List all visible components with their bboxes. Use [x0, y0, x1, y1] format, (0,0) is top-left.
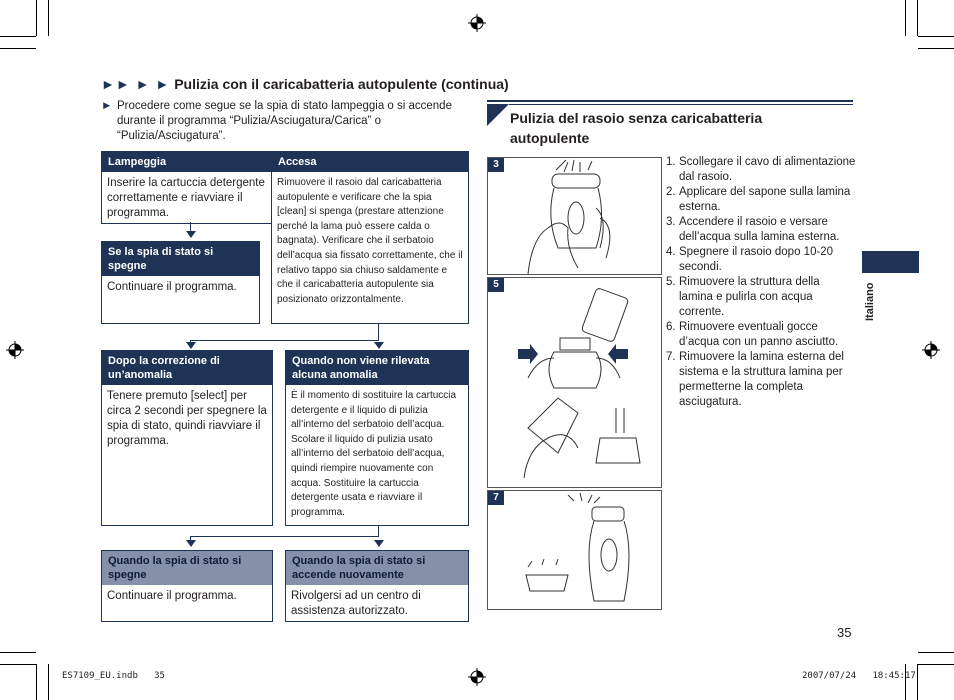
- flow-connector: [378, 323, 379, 341]
- box-riaccende-title: Quando la spia di stato si accende nuovamente: [286, 551, 468, 585]
- flow-arrow-icon: [186, 342, 196, 349]
- box-accesa-body: Rimuovere il rasoio dal caricabatteria autopulente e verificare che la spia [clean] si spenga (prestare attenzione perché la lama può essere calda o bagnata). Verificare che il serbatoio dell’acqua sia fissato correttamente, che il relativo tappo sia chiuso saldamente e che il caricabatteria autopulente sia posizionato orizzontalmente.: [277, 177, 463, 305]
- crop-mark: [48, 0, 49, 36]
- box-non-rilevata-title: Quando non viene rilevata alcuna anomalia: [286, 351, 468, 385]
- figure-number: 7: [488, 491, 504, 505]
- list-item: [666, 185, 856, 215]
- list-item: [666, 155, 856, 185]
- box-riaccende: [285, 550, 469, 622]
- box-spegne-1-body: Continuare il programma.: [107, 281, 237, 293]
- crop-mark: [918, 652, 954, 653]
- section-title: Pulizia del rasoio senza caricabatteria autopulente: [510, 110, 763, 146]
- step-number: 3.: [666, 216, 676, 228]
- box-riaccende-body: Rivolgersi ad un centro di assistenza autorizzato.: [291, 590, 421, 617]
- section-rule: [509, 104, 853, 105]
- steps-list: [666, 155, 856, 410]
- registration-mark-icon: [468, 14, 486, 32]
- shaver-water-illustration-icon: [488, 158, 661, 274]
- language-tab: [862, 251, 919, 273]
- box-lampeggia: [101, 151, 273, 224]
- box-spegne-2: [101, 550, 273, 622]
- language-label-text: Italiano: [864, 282, 876, 321]
- registration-mark-icon: [6, 341, 24, 359]
- crop-mark: [918, 664, 954, 665]
- shaver-disassembly-illustration-icon: [488, 278, 661, 487]
- figure-number: 3: [488, 158, 504, 172]
- intro-text: Procedere come segue se la spia di stato lampeggia o si accende durante il programma “Pulizia/Asciugatura/Carica” o “Pulizia/Asciugatura”.: [117, 100, 452, 142]
- crop-mark: [918, 36, 954, 37]
- step-number: 2.: [666, 186, 676, 198]
- intro-paragraph: [101, 99, 461, 144]
- registration-mark-icon: [922, 341, 940, 359]
- registration-mark-icon: [468, 668, 486, 686]
- language-label: [860, 275, 880, 325]
- list-item: [666, 350, 856, 410]
- step-number: 5.: [666, 276, 676, 288]
- box-accesa: [271, 151, 469, 324]
- crop-mark: [917, 0, 918, 36]
- step-text: Applicare del sapone sulla lamina esterna.: [679, 186, 851, 213]
- box-lampeggia-body: Inserire la cartuccia detergente correttamente e riavviare il programma.: [107, 177, 265, 219]
- box-accesa-title: Accesa: [272, 152, 468, 172]
- crop-mark: [917, 664, 918, 700]
- step-number: 6.: [666, 321, 676, 333]
- bullet-arrow-icon: ►: [101, 100, 113, 112]
- flow-arrow-icon: [186, 231, 196, 238]
- footer-timestamp: 2007/07/24 18:45:17: [802, 671, 916, 681]
- crop-mark: [0, 36, 36, 37]
- step-number: 7.: [666, 351, 676, 363]
- figure-number: 5: [488, 278, 504, 292]
- box-spegne-2-body: Continuare il programma.: [107, 590, 237, 602]
- box-anomalia-title: Dopo la correzione di un’anomalia: [102, 351, 272, 385]
- section-corner-icon: [487, 104, 509, 126]
- crop-mark: [0, 652, 36, 653]
- list-item: [666, 275, 856, 320]
- box-lampeggia-title: Lampeggia: [102, 152, 272, 172]
- box-spegne-2-title: Quando la spia di stato si spegne: [102, 551, 272, 585]
- flow-connector: [190, 340, 379, 341]
- box-non-rilevata-body: È il momento di sostituire la cartuccia detergente e il liquido di pulizia all’interno del serbatoio dell’acqua. Scolare il liquido di pulizia usato all’interno del serbatoio dell’acqua, quindi riempire nuovamente con acqua. Sostituire la cartuccia detergente usata e riavviare il programma.: [291, 390, 457, 518]
- crop-mark: [48, 664, 49, 700]
- step-text: Rimuovere eventuali gocce d’acqua con un panno asciutto.: [679, 321, 839, 348]
- crop-mark: [905, 0, 906, 36]
- heading-title: Pulizia con il caricabatteria autopulente (continua): [174, 76, 509, 92]
- crop-mark: [36, 0, 37, 36]
- box-anomalia: [101, 350, 273, 526]
- list-item: [666, 320, 856, 350]
- list-item: [666, 215, 856, 245]
- box-anomalia-body: Tenere premuto [select] per circa 2 secondi per spegnere la spia di stato, quindi riavviare il programma.: [107, 390, 267, 447]
- list-item: [666, 245, 856, 275]
- figure-5: [487, 277, 662, 488]
- heading-arrows: ►► ► ►: [101, 76, 171, 92]
- shaver-drying-illustration-icon: [488, 491, 661, 609]
- crop-mark: [36, 664, 37, 700]
- box-non-rilevata: [285, 350, 469, 526]
- step-text: Scollegare il cavo di alimentazione dal rasoio.: [679, 156, 856, 183]
- step-text: Spegnere il rasoio dopo 10-20 secondi.: [679, 246, 834, 273]
- figure-3: [487, 157, 662, 275]
- crop-mark: [0, 664, 36, 665]
- step-text: Rimuovere la struttura della lamina e pulirla con acqua corrente.: [679, 276, 820, 318]
- footer-file-info: ES7109_EU.indb 35: [62, 671, 165, 681]
- crop-mark: [0, 48, 36, 49]
- step-text: Rimuovere la lamina esterna del sistema e la struttura lamina per permetterne la completa asciugatura.: [679, 351, 844, 408]
- flow-arrow-icon: [374, 342, 384, 349]
- crop-mark: [918, 48, 954, 49]
- page-heading: [101, 76, 509, 92]
- flow-arrow-icon: [374, 540, 384, 547]
- step-number: 4.: [666, 246, 676, 258]
- box-spegne-1-title: Se la spia di stato si spegne: [102, 242, 259, 276]
- flow-arrow-icon: [186, 540, 196, 547]
- page-number: 35: [837, 625, 852, 640]
- flow-connector: [190, 536, 379, 537]
- box-spegne-1: [101, 241, 260, 324]
- figure-7: [487, 490, 662, 610]
- crop-mark: [905, 664, 906, 700]
- section-rule: [487, 100, 853, 102]
- step-number: 1.: [666, 156, 676, 168]
- step-text: Accendere il rasoio e versare dell’acqua sulla lamina esterna.: [679, 216, 840, 243]
